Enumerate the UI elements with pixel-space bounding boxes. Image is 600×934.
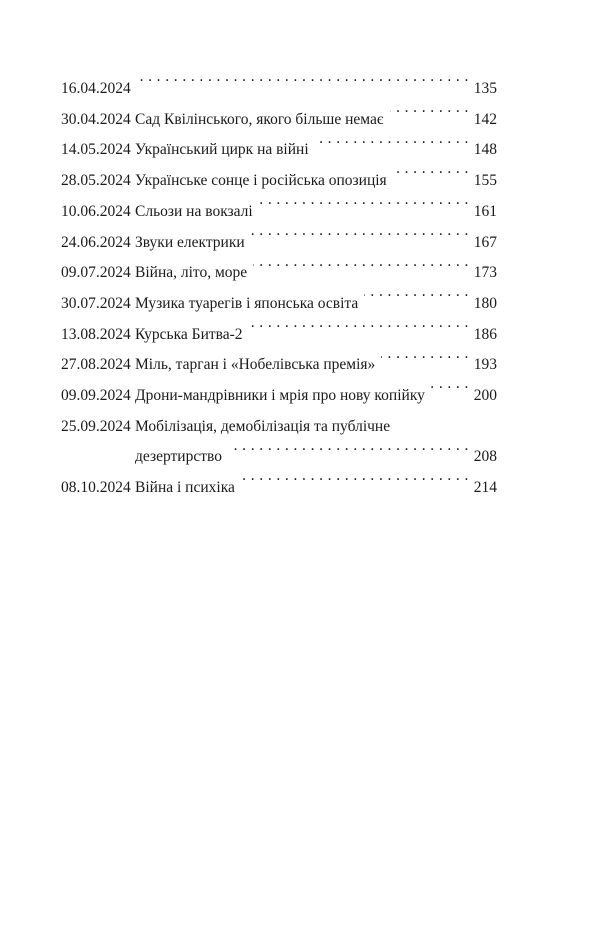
toc-page-number: 167	[473, 233, 497, 251]
toc-page-number: 186	[473, 325, 497, 343]
toc-date: 27.08.2024	[61, 356, 131, 374]
toc-date: 25.09.2024	[61, 417, 131, 435]
toc-entry	[61, 74, 497, 105]
toc-date: 09.07.2024	[61, 264, 131, 282]
toc-entry	[61, 381, 497, 412]
toc-title: Війна, літо, море	[135, 264, 248, 282]
toc-line	[135, 74, 497, 105]
toc-title: Мобілізація, демобілізація та публічне	[135, 417, 391, 435]
toc-date: 08.10.2024	[61, 479, 131, 497]
toc-entry	[61, 166, 497, 197]
toc-date: 30.07.2024	[61, 294, 131, 312]
toc-title: Сльози на вокзалі	[135, 202, 253, 220]
toc-dot-leader	[364, 292, 469, 308]
toc-line	[135, 135, 497, 166]
toc-title: Дрони-мандрівники і мрія про нову копійку	[135, 387, 425, 405]
toc-date: 30.04.2024	[61, 110, 131, 128]
toc-entry	[61, 412, 497, 473]
toc-dot-leader	[135, 78, 469, 94]
toc-dot-leader	[390, 108, 469, 124]
toc-date: 24.06.2024	[61, 233, 131, 251]
toc-page-number: 148	[473, 141, 497, 159]
toc-page-number: 142	[473, 110, 497, 128]
toc-title: Український цирк на війні	[135, 141, 309, 159]
toc-date: 14.05.2024	[61, 141, 131, 159]
toc-entry-body	[135, 135, 497, 166]
toc-dot-leader	[315, 139, 469, 155]
toc-entry-body	[135, 228, 497, 259]
toc-entry-body	[135, 105, 497, 136]
toc-entry-body	[135, 166, 497, 197]
toc-entry	[61, 197, 497, 228]
toc-entry-body	[135, 289, 497, 320]
toc-page-number: 214	[473, 479, 497, 497]
toc-line	[135, 166, 497, 197]
toc-entry-body	[135, 74, 497, 105]
toc-page-number: 180	[473, 294, 497, 312]
toc-dot-leader	[249, 323, 469, 339]
toc-dot-leader	[253, 262, 469, 278]
toc-entry	[61, 320, 497, 351]
toc-entry	[61, 350, 497, 381]
toc-dot-leader	[241, 477, 469, 493]
toc-dot-leader	[259, 200, 469, 216]
toc-dot-leader	[228, 446, 469, 462]
toc-dot-leader	[381, 354, 468, 370]
toc-entry	[61, 473, 497, 504]
toc-line	[135, 105, 497, 136]
toc-line	[135, 258, 497, 289]
toc-date: 16.04.2024	[61, 80, 131, 97]
toc-title: Війна і психіка	[135, 479, 235, 497]
toc-line	[135, 350, 497, 381]
toc-title-continuation: дезертирство	[135, 448, 222, 466]
toc-page-number: 208	[473, 448, 497, 466]
toc-date: 28.05.2024	[61, 172, 131, 190]
toc-title: Сад Квілінського, якого більше немає	[135, 110, 384, 128]
table-of-contents	[61, 74, 497, 504]
toc-entry-body	[135, 412, 497, 473]
toc-date: 10.06.2024	[61, 202, 131, 220]
toc-entry	[61, 289, 497, 320]
toc-line	[135, 320, 497, 351]
toc-page-number: 135	[473, 80, 497, 97]
toc-entry-body	[135, 473, 497, 504]
toc-title: Музика туарегів і японська освіта	[135, 294, 359, 312]
toc-dot-leader	[431, 385, 469, 401]
toc-entry	[61, 105, 497, 136]
toc-entry-body	[135, 381, 497, 412]
toc-title: Українське сонце і російська опозиція	[135, 172, 387, 190]
toc-page-number: 193	[473, 356, 497, 374]
toc-line	[135, 289, 497, 320]
toc-page-number: 161	[473, 202, 497, 220]
toc-dot-leader	[251, 231, 469, 247]
toc-date: 09.09.2024	[61, 387, 131, 405]
toc-dot-leader	[393, 170, 469, 186]
toc-entry-body	[135, 320, 497, 351]
toc-line	[135, 228, 497, 259]
toc-entry-body	[135, 350, 497, 381]
toc-title: Міль, тарган і «Нобелівська премія»	[135, 356, 376, 374]
toc-entry-body	[135, 197, 497, 228]
toc-line	[135, 473, 497, 504]
toc-entry	[61, 228, 497, 259]
toc-line	[135, 197, 497, 228]
toc-line	[135, 412, 497, 443]
toc-page-number: 155	[473, 172, 497, 190]
toc-entry	[61, 258, 497, 289]
toc-page-number: 200	[473, 387, 497, 405]
toc-line	[135, 381, 497, 412]
toc-entry	[61, 135, 497, 166]
toc-title: Звуки електрики	[135, 233, 245, 251]
toc-line	[135, 442, 497, 473]
toc-entry-body	[135, 258, 497, 289]
toc-page-number: 173	[473, 264, 497, 282]
toc-date: 13.08.2024	[61, 325, 131, 343]
toc-title: Курська Битва-2	[135, 325, 243, 343]
